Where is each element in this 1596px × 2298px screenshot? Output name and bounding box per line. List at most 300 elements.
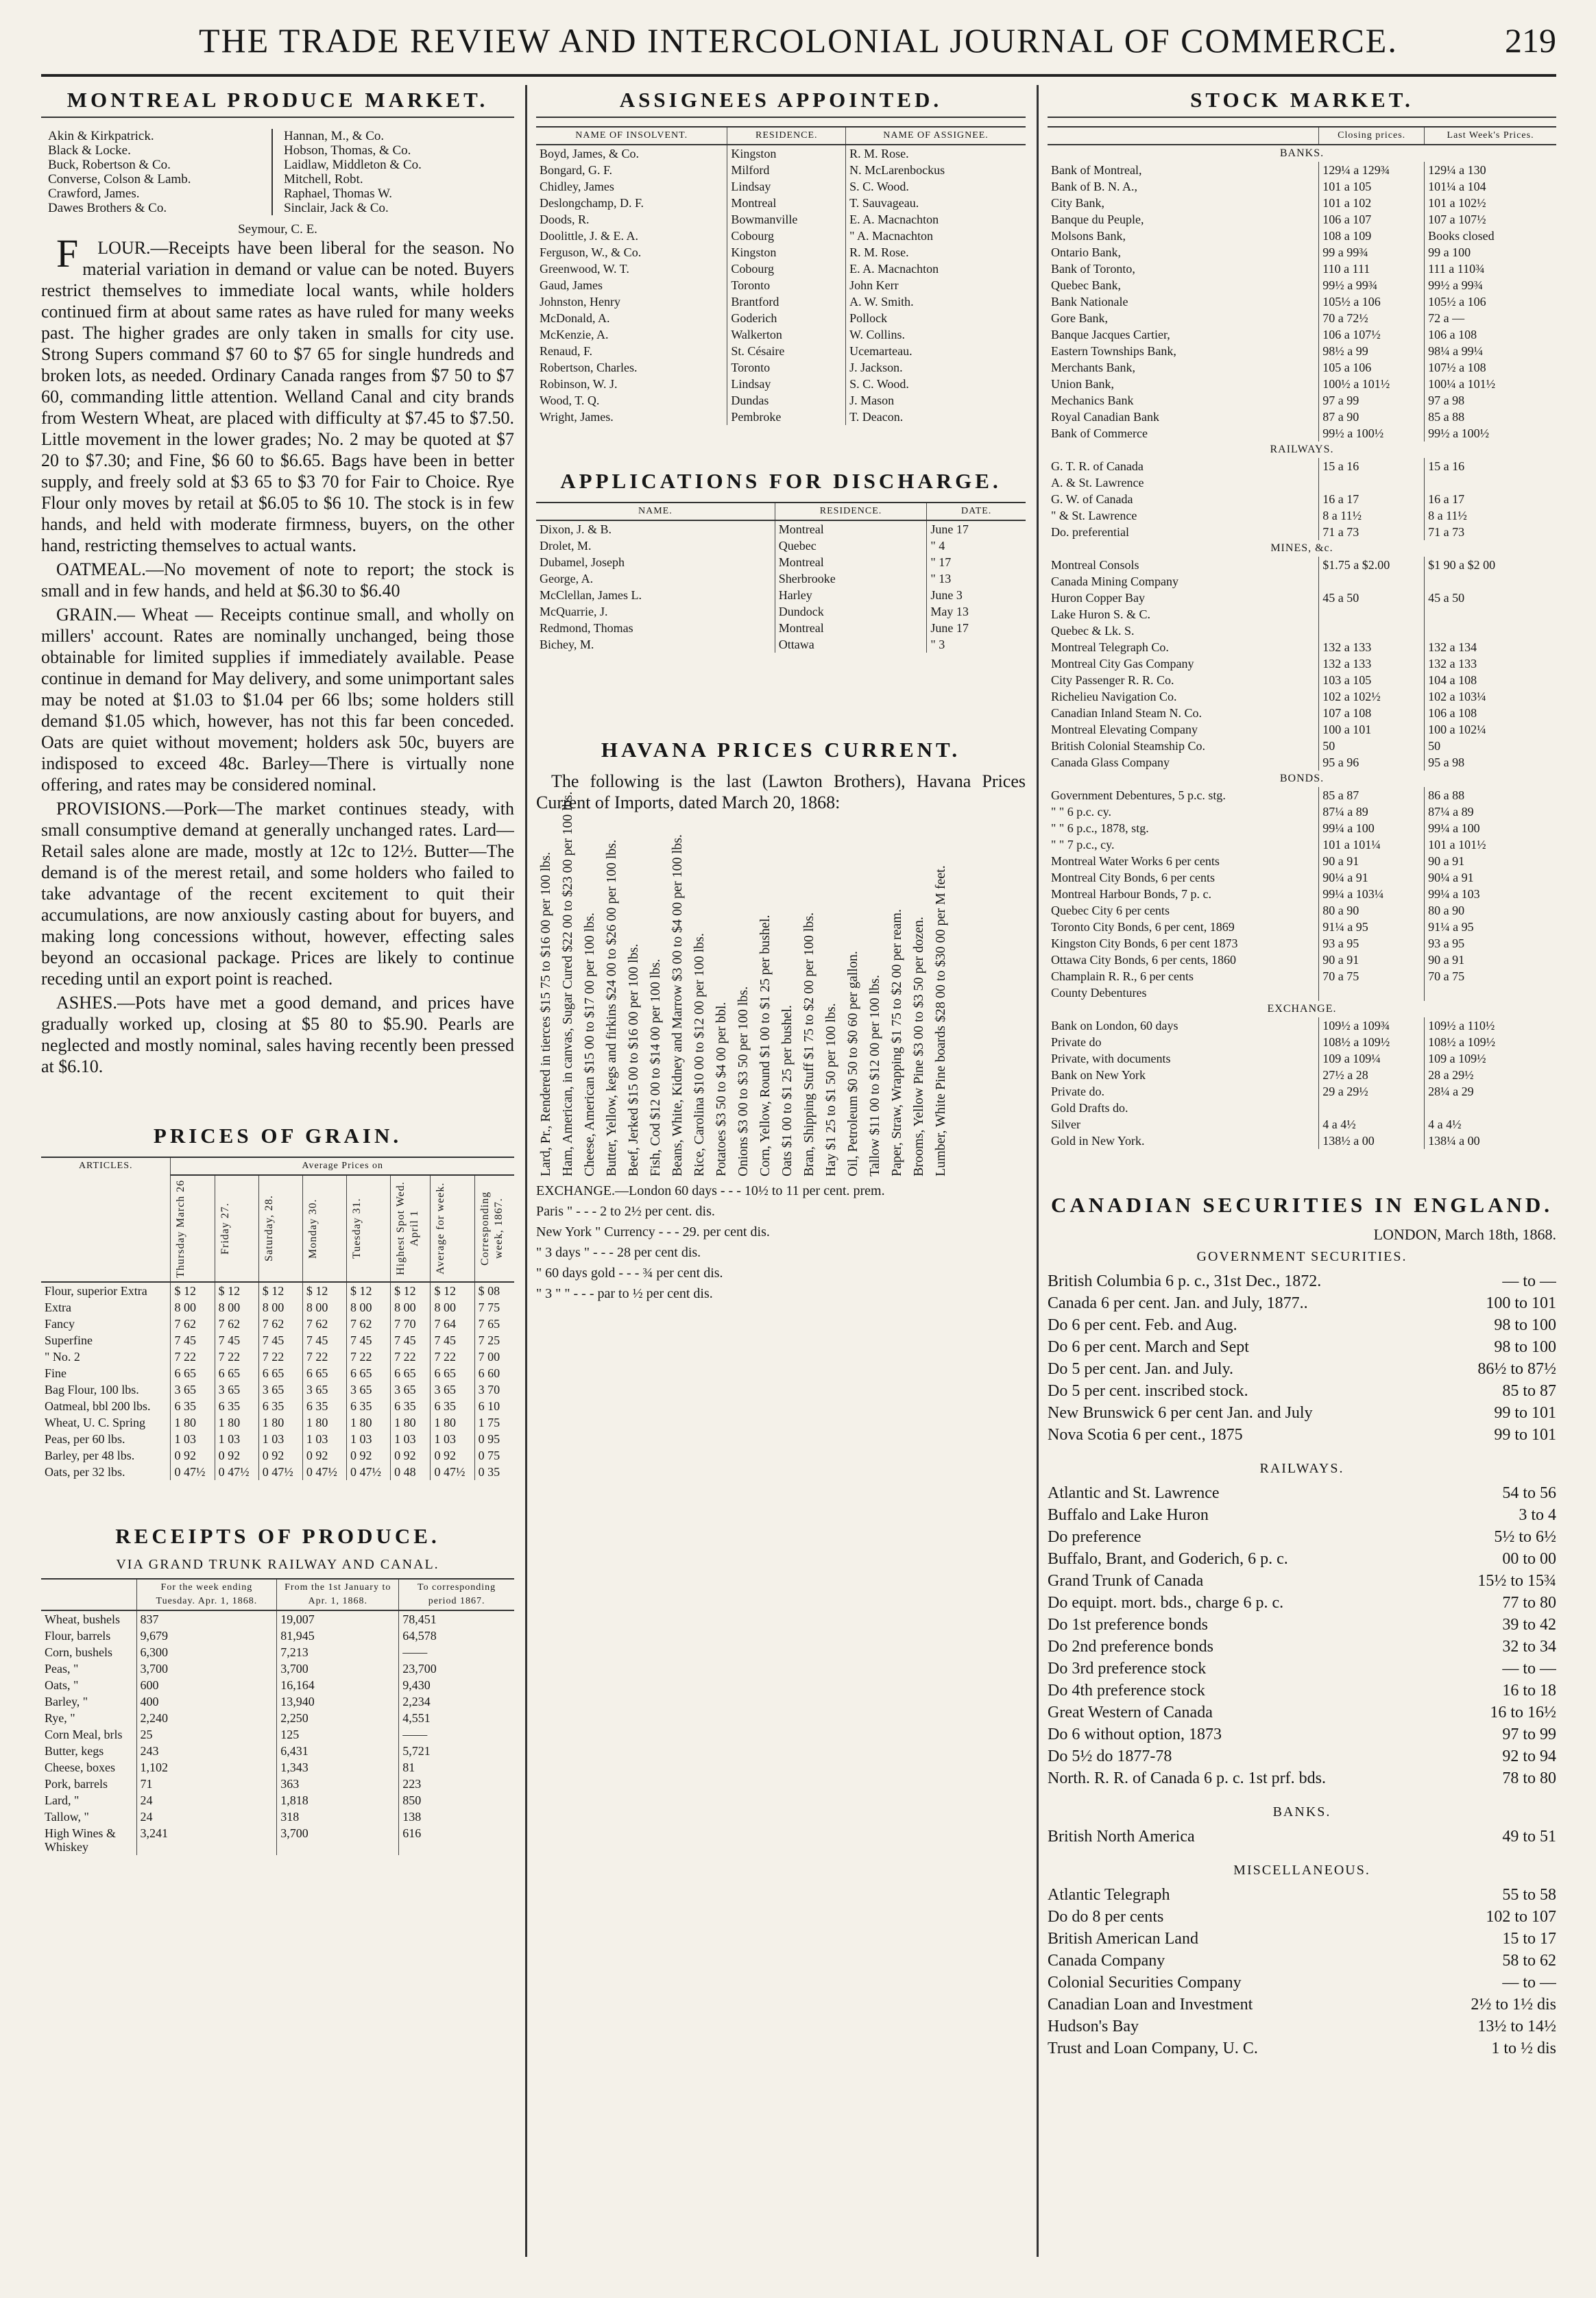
grain-column-label: Saturday, 28. [263,1195,275,1262]
assignees-cell: T. Sauvageau. [849,196,919,210]
stock-cell: Union Bank, [1048,376,1319,392]
discharge-cell: " 13 [930,572,952,585]
security-price: — to — [1502,1974,1556,1992]
havana-exchange [536,1181,1026,1304]
stock-cell: 106 a 108 [1428,706,1477,720]
table-row [1048,952,1556,968]
stock-cell [1425,984,1556,1001]
merchant-name: Akin & Kirkpatrick. [48,129,154,143]
stock-cell: 15 a 16 [1428,459,1465,473]
havana-item: Oats $1 00 to $1 25 per bushel. [779,1005,795,1176]
table-row [536,244,1026,261]
stock-cell: 72 a — [1428,311,1465,325]
stock-section-name: BANKS. [1279,147,1325,159]
grain-table [41,1157,514,1480]
receipts-cell: 4,551 [402,1711,431,1725]
table-row [1048,1050,1556,1067]
table-row [41,1693,514,1710]
stock-cell: 132 a 133 [1428,657,1477,670]
table-row [1048,836,1556,853]
report-paragraph: OATMEAL.—No movement of note to report; the stock is small and in few hands, and held at $6.30 to $6.40 [41,559,514,601]
receipts-cell: High Wines & Whiskey [41,1825,136,1855]
stock-cell: Quebec City 6 per cents [1048,902,1319,919]
table-row [1048,754,1556,771]
grain-price: 6 65 [431,1365,474,1381]
grain-price: 7 45 [391,1332,431,1348]
merchant-list [41,126,514,222]
stock-section-name: BONDS. [1279,773,1325,784]
receipts-cell: 24 [136,1792,277,1809]
stock-cell [1425,1100,1556,1116]
receipts-cell: 616 [402,1826,422,1840]
grain-column-header [431,1175,474,1282]
stock-section-row [1048,1001,1556,1017]
stock-cell: 102 a 102½ [1319,688,1425,705]
stock-cell: Canadian Inland Steam N. Co. [1048,705,1319,721]
grain-price: 7 22 [302,1348,346,1365]
receipts-cell: 9,430 [402,1678,431,1692]
assignees-cell: W. Collins. [849,328,905,341]
market-report [41,231,514,1077]
grain-price: 6 65 [215,1365,258,1381]
grain-price: 7 22 [171,1348,215,1365]
report-paragraph: ASHES.—Pots have met a good demand, and prices have gradually worked up, closing at $5 80 to $5.90. Pearls are neglected and mostly nominal, sales having recently been pressed at $6.10. [41,993,514,1076]
assignees-cell: Pembroke [727,409,846,425]
table-row [1048,655,1556,672]
assignees-cell: J. Mason [849,394,895,407]
stock-cell: 4 a 4½ [1428,1117,1462,1131]
grain-price: 0 92 [346,1447,390,1464]
stock-cell: Quebec Bank, [1048,277,1319,293]
stock-cell: 106 a 107 [1319,211,1425,228]
column-middle [536,85,1026,2257]
receipts-cell: Oats, " [41,1677,136,1693]
table-row [536,145,1026,162]
merchant-name: Sinclair, Jack & Co. [284,201,389,215]
grain-price: 0 47½ [171,1464,215,1480]
grain-price: 0 92 [431,1447,474,1464]
discharge-cell: Bichey, M. [536,636,775,653]
article-header: ARTICLES. [41,1157,171,1282]
grain-price: 8 00 [431,1299,474,1316]
receipts-cell: 2,234 [402,1695,431,1708]
grain-price: 1 03 [171,1431,215,1447]
table-row [1048,507,1556,524]
havana-item: Paper, Straw, Wrapping $1 75 to $2 00 per ream. [889,909,904,1176]
stock-cell: Montreal Water Works 6 per cents [1048,853,1319,869]
stock-cell: $1 90 a $2 00 [1428,558,1496,572]
exchange-line: EXCHANGE.—London 60 days - - - 10½ to 11 per cent. prem. [536,1183,885,1198]
table-row [536,359,1026,376]
discharge-table [536,502,1026,653]
receipts-cell: Flour, barrels [41,1628,136,1644]
grain-price: 3 65 [302,1381,346,1398]
grain-price: 0 47½ [302,1464,346,1480]
stock-cell: Champlain R. R., 6 per cents [1048,968,1319,984]
havana-item: Potatoes $3 50 to $4 00 per bbl. [714,1002,729,1176]
security-name: Colonial Securities Company [1048,1974,1242,1992]
grain-price: 1 03 [215,1431,258,1447]
havana-item: Cheese, American $15 00 to $17 00 per 100 lbs. [582,912,597,1176]
table-row [536,603,1026,620]
security-price: 32 to 34 [1502,1638,1556,1656]
stock-cell: 111 a 110¾ [1428,262,1485,276]
stock-cell: Private do [1048,1034,1319,1050]
havana-item: Lumber, White Pine boards $28 00 to $30 00 per M feet. [933,865,948,1176]
stock-cell: 8 a 11½ [1319,507,1425,524]
stock-cell: 108½ a 109½ [1319,1034,1425,1050]
discharge-cell: May 13 [930,605,969,618]
receipts-cell: 23,700 [402,1662,437,1676]
security-price: 15½ to 15¾ [1477,1572,1556,1590]
havana-item: Onions $3 00 to $3 50 per 100 lbs. [736,986,751,1176]
receipts-cell: 78,451 [402,1612,437,1626]
stock-cell: 132 a 134 [1428,640,1477,654]
assignees-cell: E. A. Macnachton [849,213,939,226]
stock-cell: " " 7 p.c., cy. [1048,836,1319,853]
receipts-cell: 243 [136,1743,277,1759]
table-row [536,277,1026,293]
grain-group-header: Average Prices on [171,1157,514,1175]
stock-cell: " & St. Lawrence [1048,507,1319,524]
security-price: 54 to 56 [1502,1484,1556,1502]
assignees-cell: Kingston [727,145,846,162]
assignees-cell: Pollock [849,311,888,325]
grain-price: 0 48 [391,1464,431,1480]
stock-column-header: Closing prices. [1319,127,1425,145]
security-name: Atlantic Telegraph [1048,1886,1170,1904]
stock-cell: 91¼ a 95 [1319,919,1425,935]
grain-price: 7 22 [346,1348,390,1365]
stock-cell: Bank on London, 60 days [1048,1017,1319,1034]
table-row [1048,359,1556,376]
securities-line [1048,1358,1556,1380]
canadian-dateline: LONDON, March 18th, 1868. [1373,1226,1556,1243]
securities-line [1048,1745,1556,1767]
stock-cell: Lake Huron S. & C. [1048,606,1319,622]
securities-line [1048,1614,1556,1636]
stock-cell: Private do. [1048,1083,1319,1100]
assignees-cell: N. McLarenbockus [849,163,945,177]
table-row [1048,1083,1556,1100]
stock-cell: Gold Drafts do. [1048,1100,1319,1116]
grain-column-header [474,1175,514,1282]
grain-price: 6 65 [302,1365,346,1381]
discharge-cell: Dubamel, Joseph [536,554,775,570]
grain-price: 0 92 [171,1447,215,1464]
stock-cell: Canada Glass Company [1048,754,1319,771]
assignees-cell: Kingston [727,244,846,261]
grain-price: 6 35 [258,1398,302,1414]
stock-cell: Government Debentures, 5 p.c. stg. [1048,787,1319,803]
grain-price: 7 22 [258,1348,302,1365]
stock-cell: 104 a 108 [1428,673,1477,687]
grain-price: $ 12 [302,1282,346,1299]
stock-cell: 106 a 108 [1428,328,1477,341]
table-row [41,1381,514,1398]
stock-cell: 93 a 95 [1428,936,1465,950]
receipts-cell: Wheat, bushels [41,1610,136,1628]
table-row [1048,721,1556,738]
receipts-cell: 2,240 [136,1710,277,1726]
securities-line [1048,1292,1556,1314]
table-row [1048,491,1556,507]
grain-price: 7 45 [431,1332,474,1348]
stock-cell: 101 a 105 [1319,178,1425,195]
grain-price: 0 92 [258,1447,302,1464]
assignees-cell: Robinson, W. J. [536,376,727,392]
securities-line [1048,1336,1556,1358]
discharge-cell: Ottawa [775,636,927,653]
stock-cell: Montreal Telegraph Co. [1048,639,1319,655]
discharge-cell: Redmond, Thomas [536,620,775,636]
table-row [1048,326,1556,343]
assignees-cell: Wright, James. [536,409,727,425]
grain-price: 1 80 [215,1414,258,1431]
table-row [1048,672,1556,688]
table-row [536,587,1026,603]
group-spacer [1048,1848,1556,1860]
table-row [41,1776,514,1792]
security-price: 39 to 42 [1502,1616,1556,1634]
table-row [1048,195,1556,211]
table-row [1048,935,1556,952]
grain-price: 1 75 [478,1416,500,1429]
stock-cell: Molsons Bank, [1048,228,1319,244]
grain-price: 3 70 [478,1383,500,1396]
stock-cell: 80 a 90 [1319,902,1425,919]
security-name: Do 6 without option, 1873 [1048,1726,1222,1743]
receipts-cell: 6,300 [136,1644,277,1660]
group-spacer [1048,2059,1556,2072]
grain-price: $ 12 [215,1282,258,1299]
receipts-cell: 400 [136,1693,277,1710]
grain-column-header [346,1175,390,1282]
assignees-cell: Gaud, James [536,277,727,293]
security-name: Do preference [1048,1528,1141,1546]
table-row [1048,1067,1556,1083]
stock-cell: 99¼ a 103 [1428,887,1480,901]
journal-title: THE TRADE REVIEW AND INTERCOLONIAL JOURNAL OF COMMERCE. [199,21,1398,60]
grain-article: Oats, per 32 lbs. [41,1464,171,1480]
securities-line [1048,1767,1556,1789]
stock-section-row [1048,771,1556,787]
stock-cell: Merchants Bank, [1048,359,1319,376]
canadian-securities [1048,1249,1556,2072]
grain-price: 7 45 [346,1332,390,1348]
table-row [1048,902,1556,919]
receipts-column-header: For the week ending Tuesday. Apr. 1, 1868. [136,1579,277,1610]
stock-cell: 85 a 88 [1428,410,1465,424]
assignees-cell: St. Césaire [727,343,846,359]
discharge-column-header: DATE. [927,503,1026,520]
stock-cell: 99¼ a 103¼ [1319,886,1425,902]
table-row [41,1628,514,1644]
discharge-cell: Montreal [775,620,927,636]
report-paragraph: GRAIN.— Wheat — Receipts continue small, and wholly on millers' account. Rates are nominally unchanged, being those obtainable for limited supplies if immediately available. Pease continue in demand for May delivery, and some unimportant sales may be noted at $1.03 to $1.04 per 66 lbs; some holders still demand $1.05 which, however, has not this far been conceded. Oats are quiet without movement; holders ask 50c, buyers are indisposed to exceed 48c. Barley—There is virtually none offering, and rates may be considered nominal. [41,605,514,795]
grain-article: " No. 2 [41,1348,171,1365]
table-row [41,1825,514,1855]
stock-cell: G. W. of Canada [1048,491,1319,507]
discharge-cell: Quebec [775,537,927,554]
table-row [41,1660,514,1677]
table-row [536,326,1026,343]
havana-item: Hay $1 25 to $1 50 per 100 lbs. [823,1003,838,1176]
securities-line [1048,1950,1556,1972]
grain-price: 3 65 [391,1381,431,1398]
stock-cell: 8 a 11½ [1428,509,1467,522]
table-row [1048,1116,1556,1133]
table-row [1048,984,1556,1001]
stock-cell: 109 a 109½ [1428,1052,1486,1065]
havana-item: Rice, Carolina $10 00 to $12 00 per 100 lbs. [692,933,707,1176]
havana-item: Beans, White, Kidney and Marrow $3 00 to $4 00 per 100 lbs. [670,834,685,1176]
table-row [536,178,1026,195]
grain-price: 1 80 [391,1414,431,1431]
securities-line [1048,1928,1556,1950]
stock-cell [1319,1100,1425,1116]
stock-cell: 108 a 109 [1319,228,1425,244]
table-row [41,1282,514,1299]
stock-cell [1425,622,1556,639]
stock-cell: " " 6 p.c. cy. [1048,803,1319,820]
merchant-name: Black & Locke. [48,143,131,158]
stock-cell: 138½ a 00 [1319,1133,1425,1149]
stock-cell: Gore Bank, [1048,310,1319,326]
security-name: Buffalo and Lake Huron [1048,1506,1209,1524]
table-row [41,1398,514,1414]
table-row [536,310,1026,326]
assignees-cell: John Kerr [849,278,899,292]
stock-cell: 90 a 91 [1319,952,1425,968]
merchant-name: Dawes Brothers & Co. [48,201,167,215]
stock-cell: 97 a 99 [1319,392,1425,409]
page-header [41,16,1556,77]
grain-price: 8 00 [258,1299,302,1316]
security-name: Canada 6 per cent. Jan. and July, 1877.. [1048,1294,1308,1312]
assignees-column-header: RESIDENCE. [727,127,846,145]
grain-price: 0 92 [215,1447,258,1464]
discharge-cell: June 17 [930,522,969,536]
grain-price: 0 92 [391,1447,431,1464]
receipts-cell: 6,431 [277,1743,399,1759]
stock-cell: Gold in New York. [1048,1133,1319,1149]
stock-cell [1319,573,1425,590]
assignees-cell: Doolittle, J. & E. A. [536,228,727,244]
grain-price: 8 00 [346,1299,390,1316]
table-row [1048,622,1556,639]
grain-price: 6 60 [478,1366,500,1380]
grain-price: 7 62 [302,1316,346,1332]
stock-cell: 50 [1428,739,1441,753]
receipts-cell: 223 [402,1777,422,1791]
grain-price: 7 65 [478,1317,500,1331]
grain-column-header [302,1175,346,1282]
stock-cell: 50 [1319,738,1425,754]
table-row [1048,458,1556,474]
stock-cell: Ontario Bank, [1048,244,1319,261]
column-left [41,85,514,2257]
table-row [1048,803,1556,820]
stock-cell: 99½ a 99¾ [1428,278,1484,292]
grain-article: Wheat, U. C. Spring [41,1414,171,1431]
receipts-cell: 19,007 [277,1610,399,1628]
grain-article: Fancy [41,1316,171,1332]
stock-cell: Bank of Toronto, [1048,261,1319,277]
assignees-cell: T. Deacon. [849,410,904,424]
grain-article: Extra [41,1299,171,1316]
stock-cell: 107½ a 108 [1428,361,1486,374]
receipts-cell: Butter, kegs [41,1743,136,1759]
table-row [1048,869,1556,886]
table-row [41,1365,514,1381]
grain-column-label: Thursday March 26 [175,1179,187,1278]
grain-price: 8 00 [302,1299,346,1316]
stock-cell: 138¼ a 00 [1428,1134,1480,1148]
stock-cell: 87¼ a 89 [1428,805,1474,819]
table-row [1048,688,1556,705]
security-name: Hudson's Bay [1048,2018,1139,2035]
assignees-cell: S. C. Wood. [849,180,909,193]
table-row [536,620,1026,636]
grain-price: 1 80 [171,1414,215,1431]
stock-column-header: Last Week's Prices. [1425,127,1556,145]
havana-item: Fish, Cod $12 00 to $14 00 per 100 lbs. [648,958,663,1176]
security-price: 92 to 94 [1502,1747,1556,1765]
grain-price: 6 35 [391,1398,431,1414]
assignees-cell: Lindsay [727,376,846,392]
discharge-cell: Harley [775,587,927,603]
table-row [536,228,1026,244]
grain-price: $ 12 [346,1282,390,1299]
table-row [536,293,1026,310]
assignees-column-header: NAME OF ASSIGNEE. [846,127,1026,145]
securities-line [1048,1592,1556,1614]
grain-column-label: Average for week. [435,1182,447,1275]
grain-price: 7 00 [478,1350,500,1364]
securities-line [1048,1724,1556,1745]
receipts-cell: —— [402,1645,428,1659]
assignees-cell: Walkerton [727,326,846,343]
grain-article: Bag Flour, 100 lbs. [41,1381,171,1398]
securities-line [1048,1826,1556,1848]
page-number: 219 [1505,21,1556,60]
receipts-cell: Rye, " [41,1710,136,1726]
assignees-cell: Lindsay [727,178,846,195]
stock-cell: 99¼ a 100 [1319,820,1425,836]
securities-group-title: GOVERNMENT SECURITIES. [1196,1249,1407,1264]
grain-price: 7 75 [478,1301,500,1314]
discharge-cell: Montreal [775,520,927,537]
stock-cell: Eastern Townships Bank, [1048,343,1319,359]
stock-cell: 90¼ a 91 [1319,869,1425,886]
stock-cell [1319,984,1425,1001]
grain-article: Barley, per 48 lbs. [41,1447,171,1464]
grain-column-label: Friday 27. [219,1202,231,1255]
table-row [1048,886,1556,902]
stock-cell: Banque Jacques Cartier, [1048,326,1319,343]
grain-price: 1 03 [391,1431,431,1447]
assignees-cell: Toronto [727,359,846,376]
stock-cell: 109½ a 110½ [1428,1019,1495,1032]
stock-cell: Montreal Harbour Bonds, 7 p. c. [1048,886,1319,902]
table-row [536,570,1026,587]
grain-price: 7 62 [215,1316,258,1332]
security-name: Do equipt. mort. bds., charge 6 p. c. [1048,1594,1284,1612]
grain-article: Fine [41,1365,171,1381]
security-price: — to — [1502,1272,1556,1290]
stock-cell: 91¼ a 95 [1428,920,1474,934]
